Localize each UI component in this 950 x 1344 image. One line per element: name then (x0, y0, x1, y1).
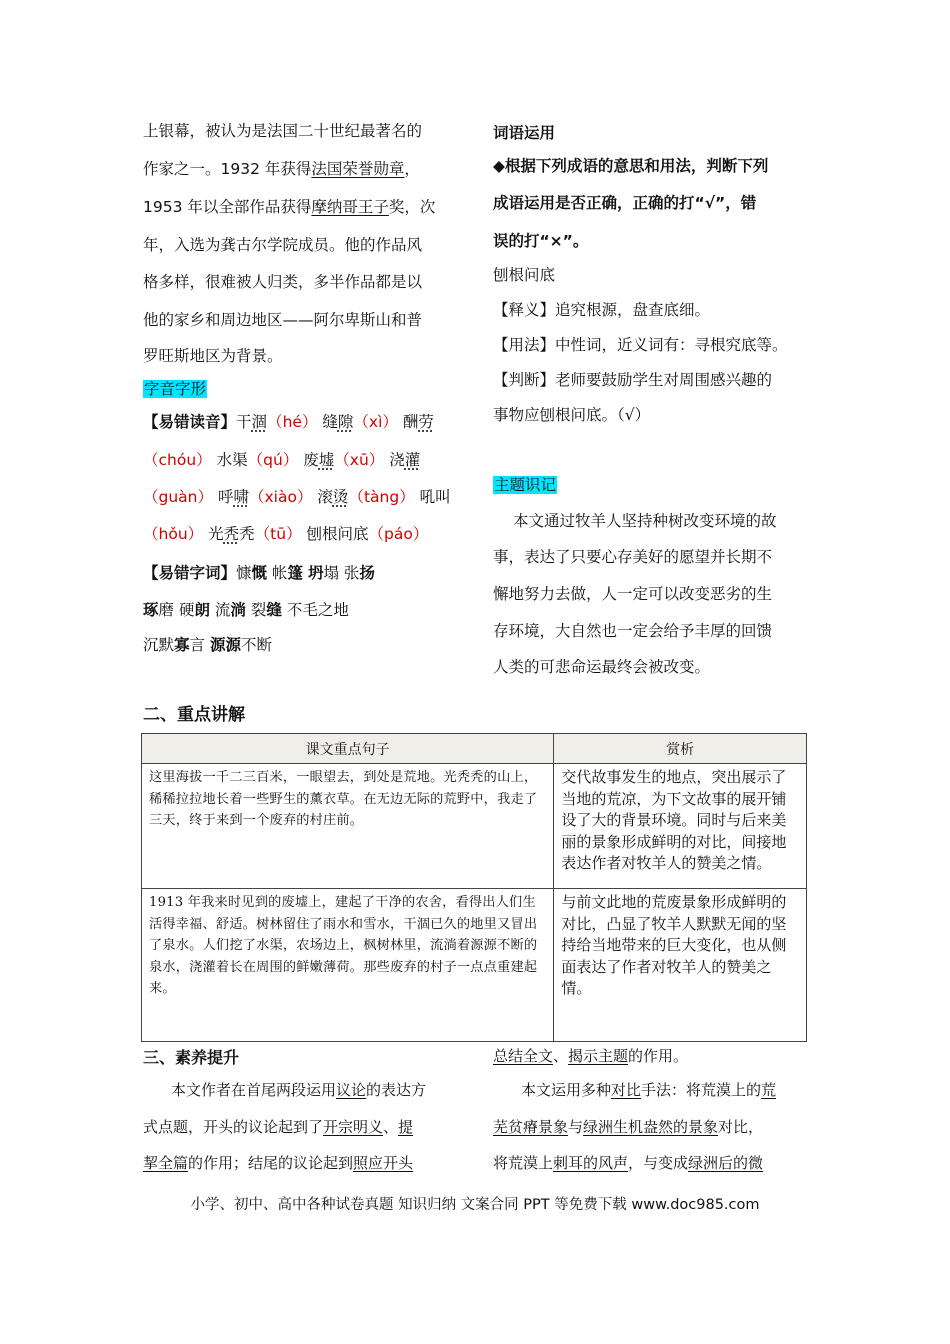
bio-line-5: 格多样，很难被人归类，多半作品都是以 (143, 273, 423, 291)
vocab-title: 词语运用 (493, 124, 556, 142)
section-tag-theme: 主题识记 (494, 476, 557, 494)
idiom-judge-2: 事物应刨根问底。（√） (493, 406, 651, 424)
analysis-cell: 交代故事发生的地点，突出展示了当地的荒凉，为下文故事的展开铺设了大的背景环境。同时与后来美丽的景象形成鲜明的对比，间接地表达作者对牧羊人的赞美之情。 (554, 764, 807, 889)
theme-line-4: 存环境，大自然也一定会给予丰厚的回馈 (493, 622, 773, 640)
footer-ad: 小学、初中、高中各种试卷真题 知识归纳 文案合同 PPT 等免费下载 www.doc985.com (190, 1197, 760, 1213)
bio-line-2: 作家之一。1932 年获得法国荣誉勋章， (143, 160, 420, 178)
bio-line-3: 1953 年以全部作品获得摩纳哥王子奖，次 (143, 198, 436, 216)
table-header-row (142, 734, 807, 764)
bio-line-1: 上银幕，被认为是法国二十世纪最著名的 (143, 122, 423, 140)
word-row-3: 沉默寡言 源源不断 (143, 636, 273, 654)
table-row (142, 889, 807, 1042)
theme-line-1: 本文通过牧羊人坚持种树改变环境的故 (513, 512, 777, 530)
literacy-right-line-1: 本文运用多种对比手法：将荒漠上的荒 (521, 1081, 777, 1099)
word-row-2: 琢磨 硬朗 流淌 裂缝 不毛之地 (143, 601, 349, 619)
bio-line-7: 罗旺斯地区为背景。 (143, 347, 283, 365)
key-sentences-table (141, 733, 807, 1042)
sentence-cell: 这里海拔一千二三百米，一眼望去，到处是荒地。光秃秃的山上，稀稀拉拉地长着一些野生的薰衣草。在无边无际的荒野中，我走了三天，终于来到一个废弃的村庄前。 (142, 764, 554, 889)
literacy-line-3: 挈全篇的作用；结尾的议论起到照应开头 (143, 1154, 414, 1172)
literacy-right-line-0: 总结全文、揭示主题的作用。 (493, 1047, 689, 1065)
literacy-line-2: 式点题，开头的议论起到了开宗明义、提 (143, 1118, 414, 1136)
analysis-cell: 与前文此地的荒废景象形成鲜明的对比，凸显了牧羊人默默无闻的坚持给当地带来的巨大变化，也从侧面表达了作者对牧羊人的赞美之情。 (554, 889, 807, 1042)
literacy-right-line-3: 将荒漠上刺耳的风声，与变成绿洲后的微 (493, 1154, 764, 1172)
sentence-cell: 1913 年我来时见到的废墟上，建起了干净的农舍，看得出人们生活得幸福、舒适。树林留住了雨水和雪水，干涸已久的地里又冒出了泉水。人们挖了水渠，农场边上，枫树林里，流淌着源源不断的泉水，浇灌着长在周围的鲜嫩薄荷。那些废弃的村子一点点重建起来。 (142, 889, 554, 1042)
theme-line-2: 事，表达了只要心存美好的愿望并长期不 (493, 548, 773, 566)
pron-row-4: （hǒu） 光秃秃（tū） 刨根问底（páo） (143, 525, 429, 543)
section3-title: 三、素养提升 (143, 1048, 240, 1067)
pron-row-3: （guàn） 呼啸（xiào） 滚烫（tàng） 吼叫 (143, 488, 451, 506)
literacy-line-1: 本文作者在首尾两段运用议论的表达方 (171, 1081, 427, 1099)
word-row-1: 【易错字词】慷慨 帐篷 坍塌 张扬 (143, 564, 375, 582)
bio-line-4: 年，入选为龚古尔学院成员。他的作品风 (143, 236, 423, 254)
pron-row-1: 【易错读音】干涸（hé） 缝隙（xì） 酬劳 (143, 413, 434, 431)
instruction-line-3: 误的打“×”。 (493, 232, 589, 250)
idiom-word: 刨根问底 (493, 266, 556, 284)
table-row (142, 764, 807, 889)
idiom-judge-1: 【判断】老师要鼓励学生对周围感兴趣的 (493, 371, 773, 389)
table-header-sentence: 课文重点句子 (142, 734, 554, 764)
idiom-meaning: 【释义】追究根源，盘查底细。 (493, 301, 711, 319)
section-tag-pronunciation: 字音字形 (144, 380, 207, 398)
idiom-usage: 【用法】中性词，近义词有：寻根究底等。 (493, 336, 788, 354)
instruction-line-1: ◆根据下列成语的意思和用法，判断下列 (493, 157, 769, 175)
section2-title: 二、重点讲解 (143, 705, 245, 725)
theme-line-3: 懈地努力去做，人一定可以改变恶劣的生 (493, 585, 773, 603)
pron-row-2: （chóu） 水渠（qú） 废墟（xū） 浇灌 (143, 451, 421, 469)
theme-line-5: 人类的可悲命运最终会被改变。 (493, 658, 711, 676)
instruction-line-2: 成语运用是否正确，正确的打“√”，错 (493, 194, 757, 212)
literacy-right-line-2: 芜贫瘠景象与绿洲生机盎然的景象对比， (493, 1118, 764, 1136)
table-header-analysis: 赏析 (554, 734, 807, 764)
bio-line-6: 他的家乡和周边地区——阿尔卑斯山和普 (143, 311, 423, 329)
